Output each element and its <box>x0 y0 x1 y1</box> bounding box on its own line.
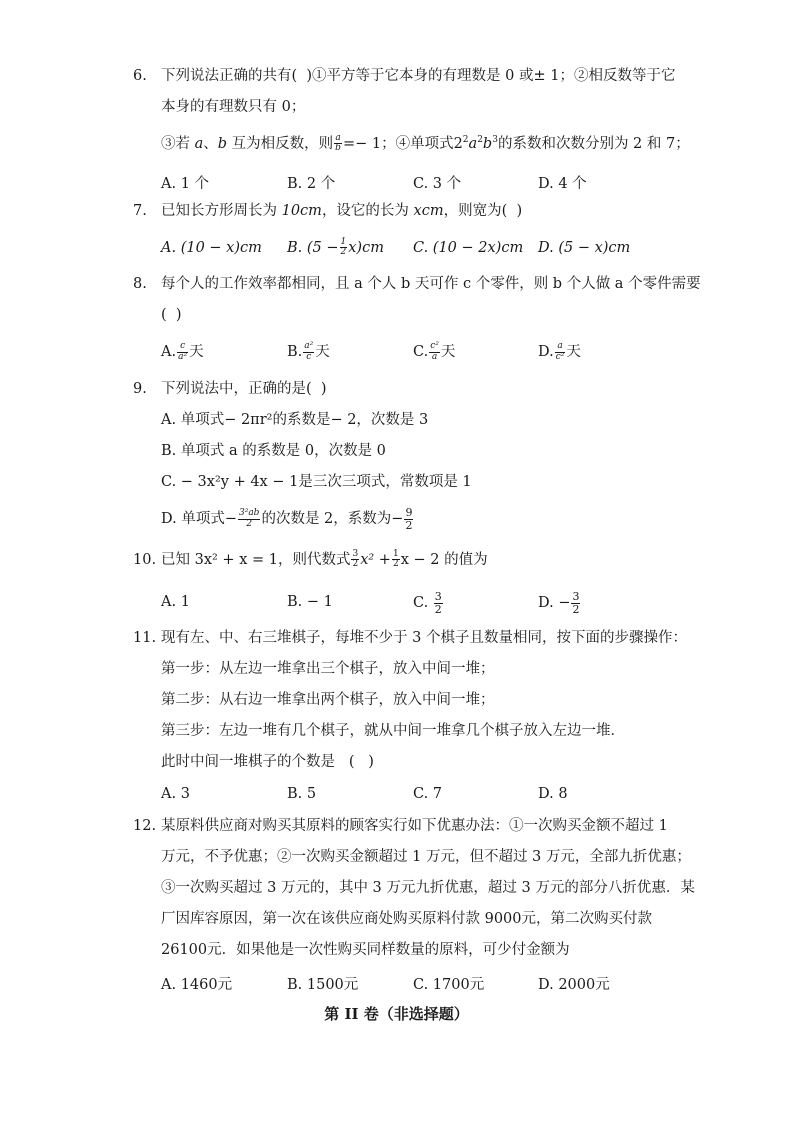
q8-option-a: A. $\frac{c}{\text{a²}}$ 天 <box>161 341 204 362</box>
q7-fraction-half: $\frac{1}{2}$ <box>340 237 347 258</box>
q8-number: 8. <box>133 276 147 292</box>
q7-number: 7. <box>133 203 147 219</box>
q11-line2: 第一步：从左边一堆拿出三个棋子，放入中间一堆； <box>161 661 495 677</box>
q11-number: 11. <box>133 630 157 646</box>
q12-option-c: C. 1700元 <box>413 977 485 993</box>
q10-option-b: B. − 1 <box>287 594 333 610</box>
q9-number: 9. <box>133 381 147 397</box>
q11-line5: 此时中间一堆棋子的个数是 ( ) <box>161 754 374 770</box>
q10-option-d: D. − $\frac{3}{2}$ <box>538 590 580 616</box>
q9-option-b: B. 单项式 a 的系数是 0，次数是 0 <box>161 443 386 459</box>
q8-option-c: C. $\frac{\text{c²}}{a}$ 天 <box>413 341 456 362</box>
q6-line3: ③若 a、b 互为相反数，则 $\frac{a}{b}$ =− 1；④单项式$2^2a^2b^3$的系数和次数分别为 2 和 7； <box>161 133 690 154</box>
section-title: 第 II 卷（非选择题） <box>324 1005 469 1023</box>
q6-line3-a: ③若 <box>161 135 195 152</box>
q12-line1: 某原料供应商对购买其原料的顾客实行如下优惠办法：①一次购买金额不超过 1 <box>161 818 668 834</box>
q6-var-a: a <box>194 135 204 152</box>
q8-fraction-c: $\frac{\text{c²}}{a}$ <box>430 341 439 362</box>
q12-line3: ③一次购买超过 3 万元的，其中 3 万元九折优惠，超过 3 万元的部分八折优惠．某 <box>161 880 695 896</box>
q10-fraction-d: $\frac{3}{2}$ <box>572 590 580 616</box>
q6-line3-c: 互为相反数，则 <box>227 135 334 152</box>
q6-option-c: C. 3 个 <box>413 176 462 192</box>
q11-option-c: C. 7 <box>413 786 443 802</box>
q9-fraction-d1: $\frac{\text{3²ab}}{2}$ <box>238 508 260 529</box>
q8-fraction-d: $\frac{a}{\text{c²}}$ <box>555 341 565 362</box>
q12-option-a: A. 1460元 <box>161 977 233 993</box>
q9-option-c: C. − 3x²y + 4x − 1是三次三项式，常数项是 1 <box>161 474 472 490</box>
q6-option-b: B. 2 个 <box>287 176 336 192</box>
q6-line3-d: =− 1；④单项式2 <box>342 135 463 152</box>
q12-line4: 厂因库容原因，第一次在该供应商处购买原料付款 9000元，第二次购买付款 <box>161 911 653 927</box>
q11-line3: 第二步：从右边一堆拿出两个棋子，放入中间一堆； <box>161 692 495 708</box>
q6-number: 6. <box>133 68 147 84</box>
q7-option-d: D. (5 − x)cm <box>538 240 631 256</box>
q10-fraction-a: $\frac{3}{2}$ <box>352 549 359 570</box>
q9-fraction-d2: $\frac{9}{2}$ <box>405 506 413 532</box>
q8-line1: 每个人的工作效率都相同，且 a 个人 b 天可作 c 个零件，则 b 个人做 a 个零件需要 <box>161 276 701 292</box>
q10-fraction-c: $\frac{3}{2}$ <box>434 590 442 616</box>
q6-option-d: D. 4 个 <box>538 176 587 192</box>
q10-number: 10. <box>133 552 157 568</box>
q6-line3-e: 的系数和次数分别为 2 和 7； <box>497 135 690 152</box>
q8-line2: ( ) <box>161 307 182 323</box>
q7-option-c: C. (10 − 2x)cm <box>413 240 524 256</box>
q11-line1: 现有左、中、右三堆棋子，每堆不少于 3 个棋子且数量相同，按下面的步骤操作： <box>161 630 687 646</box>
q12-option-d: D. 2000元 <box>538 977 610 993</box>
q7-option-a: A. (10 − x)cm <box>161 240 262 256</box>
q12-number: 12. <box>133 818 157 834</box>
q11-option-d: D. 8 <box>538 786 568 802</box>
q6-option-a: A. 1 个 <box>161 176 210 192</box>
q10-line1: 已知 3x² + x = 1，则代数式 $\frac{3}{2}$ x² + $\frac{1}{2}$ x − 2 的值为 <box>161 549 488 570</box>
q6-fraction-a-over-b: $\frac{a}{b}$ <box>335 133 341 154</box>
q12-option-b: B. 1500元 <box>287 977 359 993</box>
q12-line5: 26100元．如果他是一次性购买同样数量的原料，可少付金额为 <box>161 942 570 958</box>
q7-option-b: B. (5 − $\frac{1}{2}$ x)cm <box>287 237 384 258</box>
q8-fraction-a: $\frac{c}{\text{a²}}$ <box>178 341 188 362</box>
q9-line1: 下列说法中，正确的是( ) <box>161 381 327 397</box>
q6-line3-b: 、 <box>203 135 218 152</box>
q11-option-b: B. 5 <box>287 786 317 802</box>
q6-line1: 下列说法正确的共有( )①平方等于它本身的有理数是 0 或± 1；②相反数等于它 <box>161 68 676 84</box>
q10-option-a: A. 1 <box>161 594 190 610</box>
q9-option-a: A. 单项式− 2πr²的系数是− 2，次数是 3 <box>161 412 429 428</box>
q11-option-a: A. 3 <box>161 786 190 802</box>
q9-option-d: D. 单项式− $\frac{\text{3²ab}}{2}$ 的次数是 2，系数为− $\frac{9}{2}$ <box>161 506 413 532</box>
q8-fraction-b: $\frac{\text{a²}}{c}$ <box>304 341 314 362</box>
q7-line1: 已知长方形周长为 10cm，设它的长为 xcm，则宽为( ) <box>161 203 523 219</box>
q12-line2: 万元，不予优惠；②一次购买金额超过 1 万元，但不超过 3 万元，全部九折优惠； <box>161 849 691 865</box>
q6-var-b: b <box>217 135 228 152</box>
q8-option-d: D. $\frac{a}{\text{c²}}$ 天 <box>538 341 581 362</box>
q6-line2: 本身的有理数只有 0； <box>161 99 306 115</box>
q8-option-b: B. $\frac{\text{a²}}{c}$ 天 <box>287 341 330 362</box>
q10-option-c: C. $\frac{3}{2}$ <box>413 590 442 616</box>
q11-line4: 第三步：左边一堆有几个棋子，就从中间一堆拿几个棋子放入左边一堆． <box>161 723 625 739</box>
q10-fraction-b: $\frac{1}{2}$ <box>392 549 399 570</box>
